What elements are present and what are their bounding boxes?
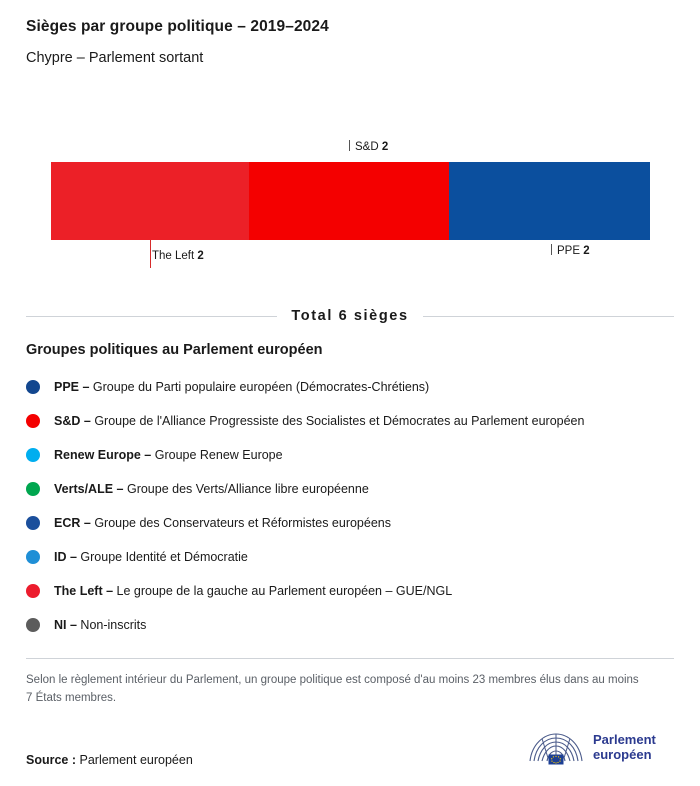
legend-swatch-circle-icon [26,482,40,496]
legend-item-verts-ale [26,472,676,506]
legend-abbr: Renew Europe – [54,448,152,462]
legend-swatch-circle-icon [26,516,40,530]
legend-abbr: ECR – [54,516,91,530]
legend-swatch-circle-icon [26,584,40,598]
footnote-divider [26,658,674,659]
legend-swatch-circle-icon [26,550,40,564]
legend-name: Groupe des Conservateurs et Réformistes européens [94,516,391,530]
bar-label-ppe [551,244,590,257]
bar-segment-sd [249,162,450,240]
bar-label-sd [349,140,388,153]
page-title: Sièges par groupe politique – 2019–2024 [26,18,329,35]
source-line [26,753,193,767]
logo-line-1: Parlement [593,732,656,748]
source-label: Source : [26,753,77,767]
divider-left [26,316,277,317]
source-value: Parlement européen [79,753,193,767]
total-seats-text: Total 6 sièges [291,308,409,324]
legend-name: Groupe Identité et Démocratie [80,550,248,564]
legend-item-the-left [26,574,676,608]
tick-mark-icon [349,140,350,151]
stacked-bar [51,162,650,240]
legend-abbr: ID – [54,550,77,564]
legend [26,370,676,642]
legend-abbr: S&D – [54,414,91,428]
bar-label-the-left-value: 2 [197,250,204,262]
legend-swatch-circle-icon [26,448,40,462]
logo-line-2: européen [593,747,652,762]
leader-line-the-left [150,240,151,268]
legend-item-renew-europe [26,438,676,472]
logo-text [593,733,656,762]
legend-abbr: Verts/ALE – [54,482,124,496]
bar-label-ppe-name: PPE [557,245,581,257]
legend-name: Le groupe de la gauche au Parlement européen – GUE/NGL [116,584,453,598]
seats-bar-chart [0,140,700,270]
legend-item-ni [26,608,676,642]
bar-label-sd-value: 2 [381,141,389,153]
legend-name: Groupe du Parti populaire européen (Démocrates-Chrétiens) [92,380,430,394]
legend-name: Groupe des Verts/Alliance libre européenne [126,482,369,496]
bar-label-ppe-value: 2 [583,245,590,257]
bar-label-sd-name: S&D [355,141,379,153]
legend-item-sd [26,404,676,438]
divider-right [423,316,674,317]
legend-title: Groupes politiques au Parlement européen [26,342,323,358]
legend-item-id [26,540,676,574]
total-seats [26,308,674,324]
legend-item-ppe [26,370,676,404]
parliament-hemicycle-icon [528,730,584,766]
page-subtitle: Chypre – Parlement sortant [26,50,204,66]
legend-abbr: PPE – [54,380,90,394]
legend-swatch-circle-icon [26,618,40,632]
tick-mark-icon [551,244,552,255]
footnote-text: Selon le règlement intérieur du Parlement, un groupe politique est composé d'au moins 23 membres élus dans au moins 7 États membres. [26,674,639,704]
legend-swatch-circle-icon [26,414,40,428]
legend-name: Non-inscrits [80,618,147,632]
bar-label-the-left [152,250,204,262]
bar-segment-ppe [449,162,650,240]
legend-item-ecr [26,506,676,540]
legend-abbr: The Left – [54,584,114,598]
legend-name: Groupe Renew Europe [154,448,283,462]
legend-name: Groupe de l'Alliance Progressiste des Socialistes et Démocrates au Parlement européen [94,414,585,428]
bar-label-the-left-name: The Left [152,250,195,262]
bar-segment-the-left [51,162,249,240]
legend-swatch-circle-icon [26,380,40,394]
european-parliament-logo [528,730,656,766]
legend-abbr: NI – [54,618,77,632]
